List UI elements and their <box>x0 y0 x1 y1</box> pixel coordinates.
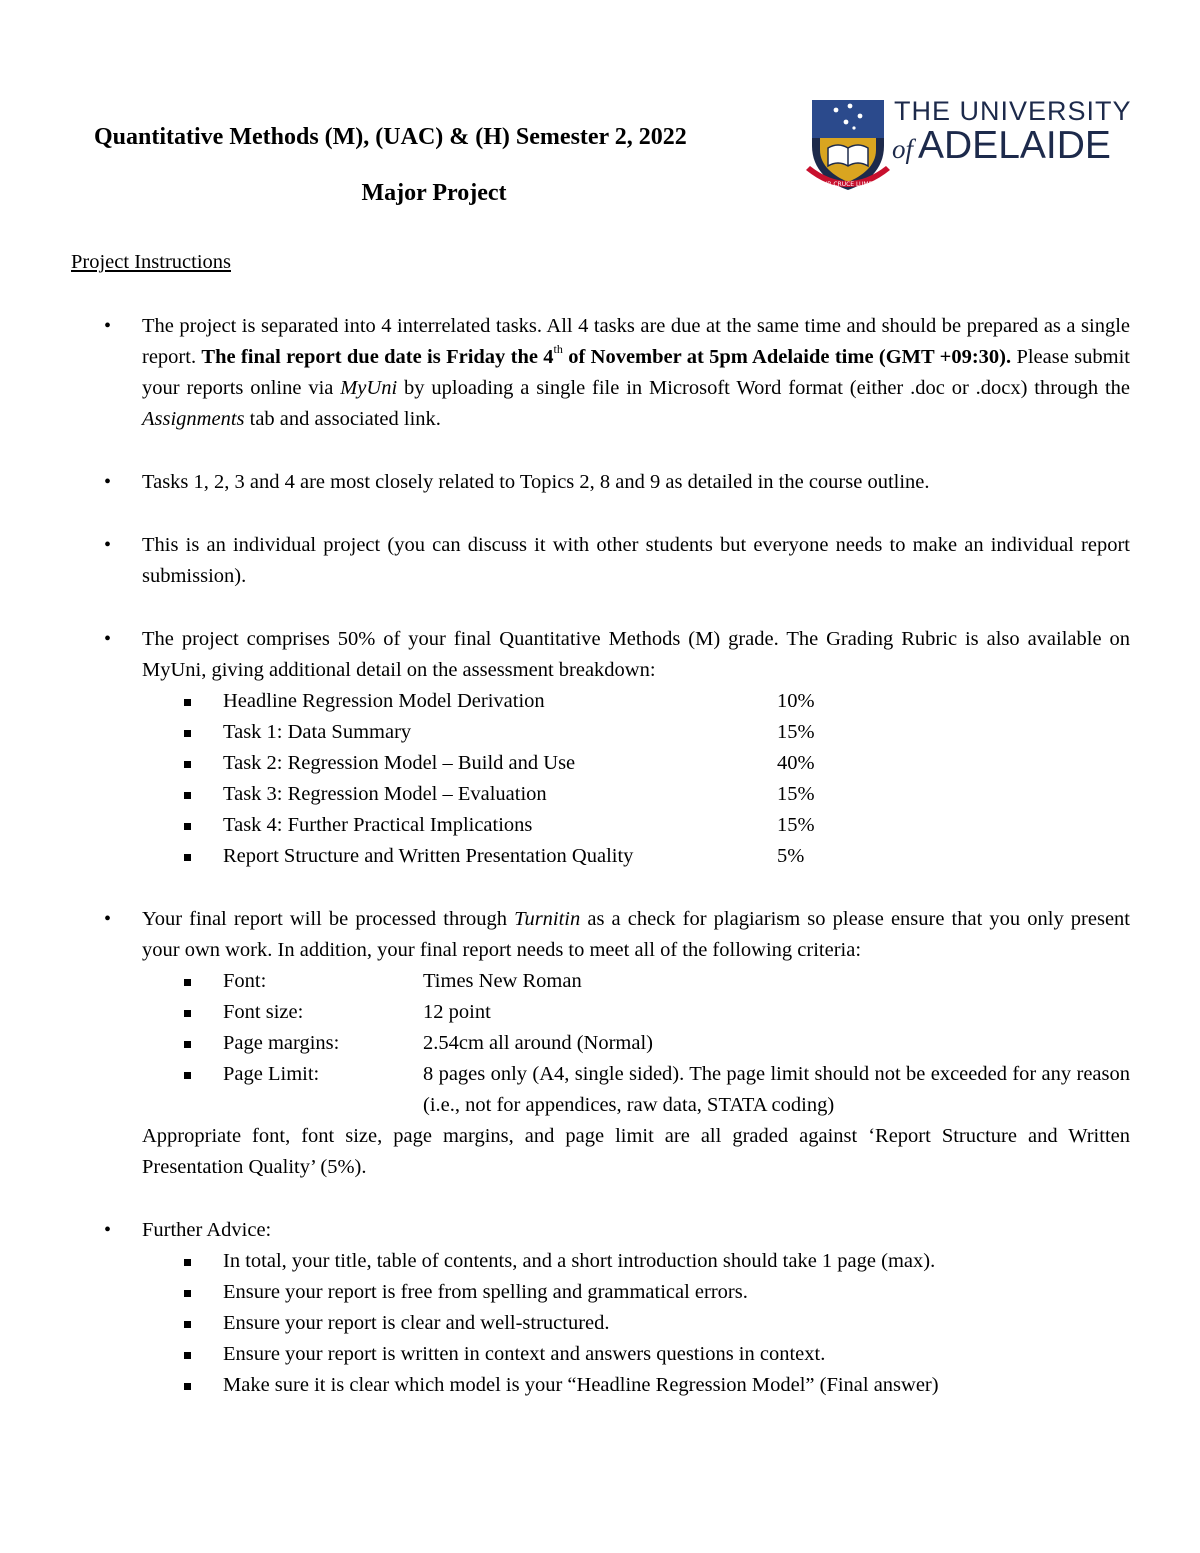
criteria-item: Font size: 12 point <box>0 997 1130 1028</box>
rubric-list <box>142 686 1200 872</box>
section-heading: Project Instructions <box>71 251 231 273</box>
due-date-bold-time: of November at 5pm Adelaide time (GMT +09:30). <box>562 346 1012 368</box>
submit-text: Please submit your reports online via <box>142 346 1130 399</box>
bullet-individual: • This is an individual project (you can discuss it with other students but everyone needs to make an individual report submission). <box>142 530 1130 592</box>
bullet-turnitin <box>142 904 1130 966</box>
logo-motto: SUB CRUCE LUMEN <box>819 181 877 188</box>
advice-item: In total, your title, table of contents, and a short introduction should take 1 page (max). <box>0 1246 1200 1277</box>
advice-list <box>0 1246 1200 1401</box>
logo-text-adelaide: ADELAIDE <box>918 124 1111 167</box>
criteria-list <box>0 966 1200 1121</box>
criteria-item: Page margins: 2.54cm all around (Normal) <box>0 1028 1130 1059</box>
page-title: Quantitative Methods (M), (UAC) & (H) Semester 2, 2022 <box>94 124 687 150</box>
grading-text: The project comprises 50% of your final Quantitative Methods (M) grade. The Grading Rubric is also available on MyUni, giving additional detail on the assessment breakdown: <box>142 628 1130 681</box>
rubric-item: Task 2: Regression Model – Build and Use 40% <box>0 748 1200 779</box>
bullet-topics: • Tasks 1, 2, 3 and 4 are most closely related to Topics 2, 8 and 9 as detailed in the course outline. <box>142 467 1130 498</box>
criteria-note: Appropriate font, font size, page margins, and page limit are all graded against ‘Report Structure and Written Presentation Quality’ (5%). <box>142 1125 1130 1178</box>
bullet-grading <box>142 624 1130 686</box>
criteria-item: Font: Times New Roman <box>0 966 1130 997</box>
university-crest-icon <box>806 96 890 200</box>
assignments-text: Assignments <box>142 408 245 430</box>
rubric-item: Task 1: Data Summary 15% <box>0 717 1200 748</box>
logo-text-of: of <box>892 134 914 164</box>
due-date-bold: The final report due date is Friday the 4 <box>201 346 554 368</box>
tab-text: tab and associated link. <box>244 408 441 430</box>
due-date-superscript: th <box>553 342 563 357</box>
turnitin-text-1: Your final report will be processed through <box>142 908 515 930</box>
logo-text-university: THE UNIVERSITY <box>894 96 1132 126</box>
university-logo <box>806 96 1132 200</box>
rubric-item: Headline Regression Model Derivation 10% <box>0 686 1200 717</box>
bullet-due-date <box>142 311 1130 435</box>
bullet-further-advice: • Further Advice: <box>142 1215 1130 1246</box>
page-subtitle: Major Project <box>361 180 507 206</box>
advice-item: Ensure your report is clear and well-structured. <box>0 1308 1200 1339</box>
rubric-item: Task 3: Regression Model – Evaluation 15% <box>0 779 1200 810</box>
format-text: by uploading a single file in Microsoft Word format (either .doc or .docx) through the <box>397 377 1130 399</box>
due-date-text: The project is separated into 4 interrelated tasks. All 4 tasks are due at the same time and should be prepared as a single report. <box>142 315 1130 368</box>
turnitin-text-2: as a check for plagiarism so please ensure that you only present your own work. In addition, your final report needs to meet all of the following criteria: <box>142 908 1131 961</box>
rubric-item: Report Structure and Written Presentation Quality 5% <box>0 841 1200 872</box>
advice-item: Ensure your report is written in context and answers questions in context. <box>0 1339 1200 1370</box>
advice-item: Make sure it is clear which model is your “Headline Regression Model” (Final answer) <box>0 1370 1200 1401</box>
myuni-text: MyUni <box>340 377 398 399</box>
turnitin-name: Turnitin <box>514 908 581 930</box>
rubric-item: Task 4: Further Practical Implications 15% <box>0 810 1200 841</box>
criteria-item: Page Limit: 8 pages only (A4, single sided). The page limit should not be exceeded for any reason (i.e., not for appendices, raw data, STATA coding) <box>0 1059 1130 1121</box>
instructions-list <box>0 311 1200 1401</box>
advice-item: Ensure your report is free from spelling and grammatical errors. <box>0 1277 1200 1308</box>
